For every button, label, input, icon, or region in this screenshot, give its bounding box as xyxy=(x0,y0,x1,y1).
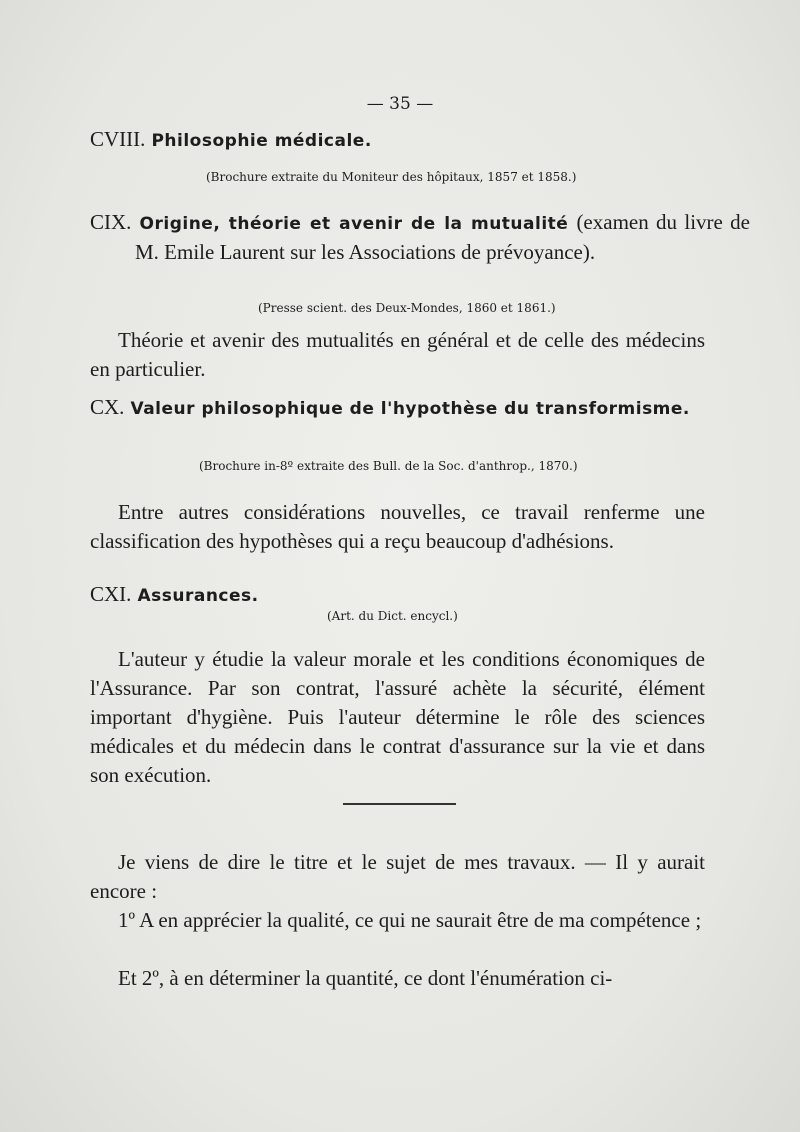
entry-source: (Brochure extraite du Moniteur des hôpitaux, 1857 et 1858.) xyxy=(206,170,577,184)
closing-paragraph: Je viens de dire le titre et le sujet de mes travaux. — Il y aurait encore : xyxy=(90,850,705,903)
entry-title-plain: (examen du livre de M. Emile Laurent sur les Associations de prévoyance). xyxy=(135,210,751,264)
entry-source: (Presse scient. des Deux-Mondes, 1860 et 1861.) xyxy=(258,301,556,315)
entry-description: Théorie et avenir des mutualités en général et de celle des médecins en particulier. xyxy=(90,328,705,381)
entry-number: CIX. xyxy=(90,210,132,234)
entry-title: Assurances. xyxy=(137,586,259,606)
entry-number: CX. xyxy=(90,395,125,419)
entry-number: CXI. xyxy=(90,582,132,606)
entry-title: Philosophie médicale. xyxy=(151,131,372,151)
entry-cxi xyxy=(90,580,705,610)
page-number: — 35 — xyxy=(366,94,434,114)
entry-number: CVIII. xyxy=(90,127,146,151)
entry-description: Entre autres considérations nouvelles, ce travail renferme une classification des hypothèses qui a reçu beaucoup d'adhésions. xyxy=(90,500,705,553)
entry-title: Valeur philosophique de l'hypothèse du transformisme. xyxy=(130,399,690,419)
entry-cviii xyxy=(90,125,705,155)
closing-paragraph: 1º A en apprécier la qualité, ce qui ne saurait être de ma compétence ; xyxy=(118,908,702,932)
entry-cx xyxy=(90,393,750,423)
section-divider xyxy=(343,803,456,805)
closing-paragraph: Et 2º, à en déterminer la quantité, ce dont l'énumération ci- xyxy=(118,966,613,990)
entry-source: (Art. du Dict. encycl.) xyxy=(327,609,458,623)
entry-title: Origine, théorie et avenir de la mutualité xyxy=(139,214,569,234)
entry-description: L'auteur y étudie la valeur morale et les conditions économiques de l'Assurance. Par son contrat, l'assuré achète la sécurité, élément important d'hygiène. Puis l'auteur détermine le rôle des sciences médicales et du médecin dans le contrat d'assurance sur la vie et dans son exécution. xyxy=(90,647,705,787)
entry-source: (Brochure in-8º extraite des Bull. de la Soc. d'anthrop., 1870.) xyxy=(199,459,578,473)
entry-cix xyxy=(90,208,750,267)
